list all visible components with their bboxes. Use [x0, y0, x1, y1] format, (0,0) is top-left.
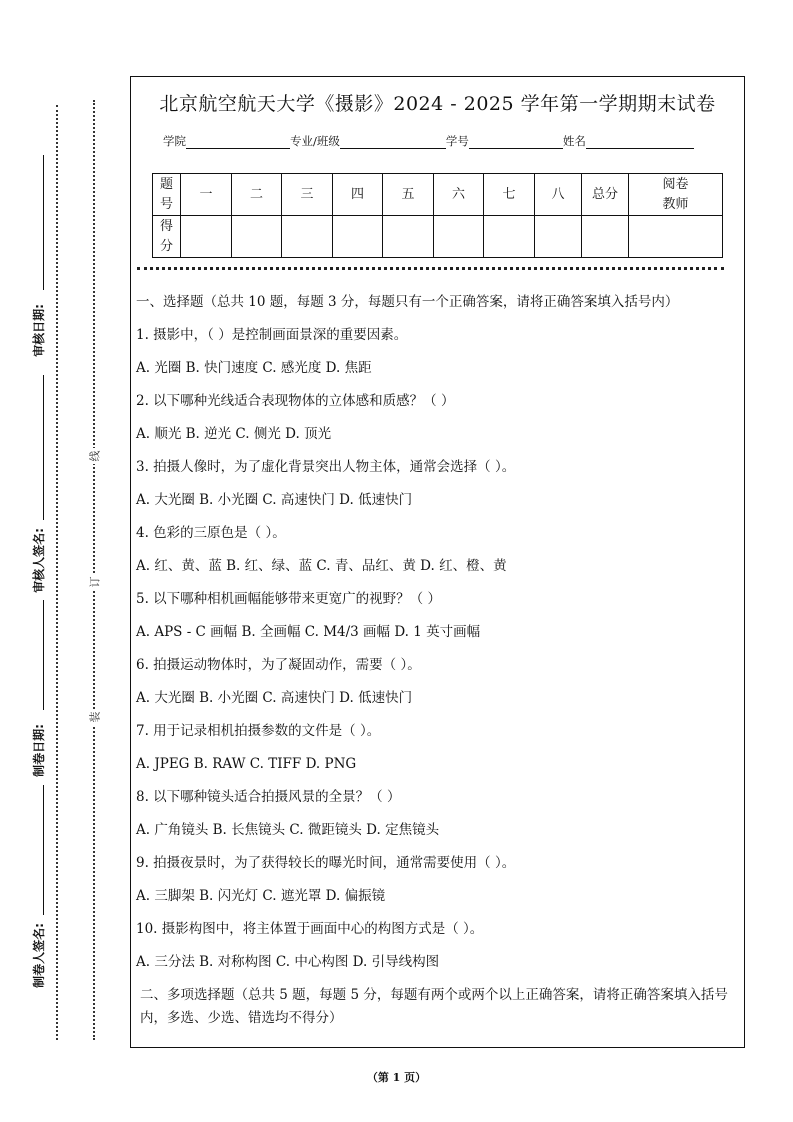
- reviewer-date-label: 审核日期:: [31, 303, 46, 357]
- reviewer-sign-label: 审核人签名:: [31, 527, 46, 593]
- question-4: 4. 色彩的三原色是（ ）。: [136, 525, 286, 541]
- col-header-3: 三: [282, 174, 333, 216]
- student-info-row: [163, 133, 694, 149]
- outer-dotted-line: [56, 105, 58, 1040]
- col-header-1: 一: [181, 174, 232, 216]
- question-4-options: A. 红、黄、蓝 B. 红、绿、蓝 C. 青、品红、黄 D. 红、橙、黄: [136, 558, 507, 574]
- question-7-options: A. JPEG B. RAW C. TIFF D. PNG: [136, 756, 357, 772]
- col-header-7: 七: [484, 174, 535, 216]
- score-cell-5[interactable]: [383, 216, 434, 258]
- name-blank[interactable]: [586, 134, 694, 149]
- question-5-options: A. APS - C 画幅 B. 全画幅 C. M4/3 画幅 D. 1 英寸画幅: [136, 624, 481, 640]
- score-cell-7[interactable]: [484, 216, 535, 258]
- page-number: （第 1 页）: [366, 1071, 427, 1084]
- col-header-8: 八: [535, 174, 582, 216]
- maker-sign-line: [43, 785, 44, 915]
- maker-date-line: [43, 600, 44, 710]
- binding-mark-line: 线: [86, 448, 102, 464]
- question-2-options: A. 顺光 B. 逆光 C. 侧光 D. 顶光: [136, 426, 332, 442]
- section2-heading: 二、多项选择题（总共 5 题，每题 5 分，每题有两个或两个以上正确答案，请将正确答案填入括号内，多选、少选、错选均不得分）: [140, 987, 728, 1026]
- question-number-label: 题号: [153, 174, 181, 216]
- question-8: 8. 以下哪种镜头适合拍摄风景的全景？（ ）: [136, 789, 401, 805]
- score-table: [152, 173, 723, 258]
- binding-mark-fold: 装: [86, 709, 102, 725]
- question-6: 6. 拍摄运动物体时，为了凝固动作，需要（ ）。: [136, 657, 421, 673]
- col-header-grader: 阅卷教师: [629, 174, 723, 216]
- score-cell-2[interactable]: [232, 216, 282, 258]
- major-label: 专业/班级: [290, 134, 340, 148]
- score-cell-3[interactable]: [282, 216, 333, 258]
- col-header-6: 六: [434, 174, 484, 216]
- question-3: 3. 拍摄人像时，为了虚化背景突出人物主体，通常会选择（ ）。: [136, 459, 516, 475]
- score-cell-4[interactable]: [333, 216, 383, 258]
- score-cell-total[interactable]: [582, 216, 629, 258]
- score-table-header-row: [153, 174, 723, 216]
- major-blank[interactable]: [340, 134, 446, 149]
- question-8-options: A. 广角镜头 B. 长焦镜头 C. 微距镜头 D. 定焦镜头: [136, 822, 440, 838]
- score-table-score-row: [153, 216, 723, 258]
- question-9: 9. 拍摄夜景时，为了获得较长的曝光时间，通常需要使用（ ）。: [136, 855, 516, 871]
- exam-paper-frame: [130, 76, 745, 1048]
- binding-mark-bind: 订: [86, 574, 102, 590]
- score-cell-6[interactable]: [434, 216, 484, 258]
- maker-sign-label: 制卷人签名:: [31, 922, 46, 988]
- question-1-options: A. 光圈 B. 快门速度 C. 感光度 D. 焦距: [136, 360, 372, 376]
- section1-heading: 一、选择题（总共 10 题，每题 3 分，每题只有一个正确答案，请将正确答案填入括号内）: [136, 294, 679, 310]
- maker-date-label: 制卷日期:: [31, 723, 46, 777]
- exam-title: 北京航空航天大学《摄影》2024 - 2025 学年第一学期期末试卷: [159, 93, 716, 115]
- col-header-2: 二: [232, 174, 282, 216]
- student-id-label: 学号: [445, 134, 469, 148]
- score-cell-grader[interactable]: [629, 216, 723, 258]
- col-header-4: 四: [333, 174, 383, 216]
- reviewer-date-line: [43, 155, 44, 290]
- score-cell-1[interactable]: [181, 216, 232, 258]
- exam-content: [136, 291, 741, 1030]
- question-1: 1. 摄影中，（ ）是控制画面景深的重要因素。: [136, 327, 408, 343]
- question-10-options: A. 三分法 B. 对称构图 C. 中心构图 D. 引导线构图: [136, 954, 440, 970]
- question-5: 5. 以下哪种相机画幅能够带来更宽广的视野？（ ）: [136, 591, 441, 607]
- score-label: 得分: [153, 216, 181, 258]
- binding-dotted-line: [93, 100, 95, 1040]
- question-6-options: A. 大光圈 B. 小光圈 C. 高速快门 D. 低速快门: [136, 690, 413, 706]
- question-10: 10. 摄影构图中，将主体置于画面中心的构图方式是（ ）。: [136, 921, 484, 937]
- reviewer-sign-line: [43, 375, 44, 520]
- college-blank[interactable]: [186, 134, 290, 149]
- question-2: 2. 以下哪种光线适合表现物体的立体感和质感？（ ）: [136, 393, 455, 409]
- student-id-blank[interactable]: [469, 134, 563, 149]
- col-header-total: 总分: [582, 174, 629, 216]
- score-cell-8[interactable]: [535, 216, 582, 258]
- question-7: 7. 用于记录相机拍摄参数的文件是（ ）。: [136, 723, 381, 739]
- name-label: 姓名: [562, 134, 586, 148]
- col-header-5: 五: [383, 174, 434, 216]
- college-label: 学院: [163, 134, 186, 148]
- header-separator: [137, 267, 724, 270]
- question-9-options: A. 三脚架 B. 闪光灯 C. 遮光罩 D. 偏振镜: [136, 888, 386, 904]
- question-3-options: A. 大光圈 B. 小光圈 C. 高速快门 D. 低速快门: [136, 492, 413, 508]
